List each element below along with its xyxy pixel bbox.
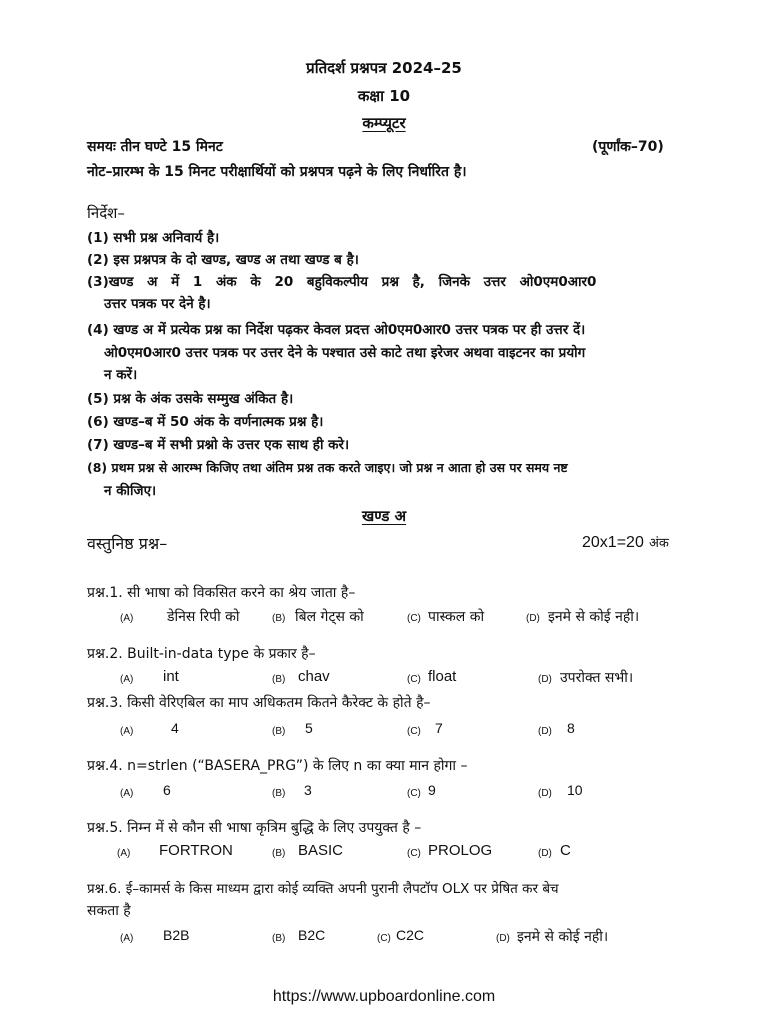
question-5: प्रश्न.5. निम्न में से कौन सी भाषा कृत्रिम बुद्धि के लिए उपयुक्त है – <box>87 820 422 836</box>
q3-option-a-label: (A) <box>120 726 134 737</box>
q2-option-c-label: (C) <box>407 674 421 685</box>
q6-option-b: B2C <box>298 927 326 943</box>
question-6-cont: सकता है <box>87 903 131 919</box>
q4-option-b-label: (B) <box>272 788 286 799</box>
question-4: प्रश्न.4. n=strlen (“BASERA_PRG”) के लिए n का क्या मान होगा – <box>87 758 468 774</box>
q3-option-b-label: (B) <box>272 726 286 737</box>
q6-option-c-label: (C) <box>377 933 391 944</box>
objective-heading: वस्तुनिष्ठ प्रश्न– <box>87 534 168 553</box>
q6-option-a-label: (A) <box>120 933 134 944</box>
q1-option-a-label: (A) <box>120 613 134 624</box>
q2-option-c: float <box>428 668 457 685</box>
q6-option-d: इनमे से कोई नही। <box>517 929 609 945</box>
q1-option-c: पास्कल को <box>428 609 485 625</box>
time-label: समयः तीन घण्टे 15 मिनट <box>87 139 223 155</box>
q2-option-a: int <box>163 668 179 685</box>
q4-option-a-label: (A) <box>120 788 134 799</box>
q2-option-a-label: (A) <box>120 674 134 685</box>
q1-option-d: इनमे से कोई नही। <box>548 609 640 625</box>
instruction-6: (6) खण्ड–ब में 50 अंक के वर्णनात्मक प्रश्न है। <box>87 414 324 430</box>
total-marks: (पूर्णांक–70) <box>592 139 664 155</box>
section-marks-value: 20x1=20 <box>582 534 644 551</box>
q5-option-d-label: (D) <box>538 848 552 859</box>
paper-title: प्रतिदर्श प्रश्नपत्र 2024–25 <box>306 59 462 77</box>
q2-option-d: उपरोक्त सभी। <box>560 670 634 686</box>
subject-label: कम्प्यूटर <box>362 114 406 132</box>
instruction-5: (5) प्रश्न के अंक उसके सम्मुख अंकित है। <box>87 391 294 407</box>
instruction-8-cont: न कीजिए। <box>104 483 157 499</box>
q6-option-a: B2B <box>163 927 190 943</box>
instructions-heading: निर्देश– <box>87 204 125 222</box>
question-6: प्रश्न.6. ई–कामर्स के किस माध्यम द्वारा कोई व्यक्ति अपनी पुरानी लैपटॉप OLX पर प्रेषित कर बेच <box>87 881 559 897</box>
q5-option-a: FORTRON <box>159 842 233 859</box>
q2-option-b-label: (B) <box>272 674 286 685</box>
q4-option-d: 10 <box>567 782 583 798</box>
q4-option-d-label: (D) <box>538 788 552 799</box>
question-1: प्रश्न.1. सी भाषा को विकसित करने का श्रेय जाता है– <box>87 585 356 601</box>
q1-option-b: बिल गेट्स को <box>295 609 364 625</box>
q5-option-d: C <box>560 842 571 859</box>
section-marks-unit: अंक <box>648 536 669 551</box>
q1-option-d-label: (D) <box>526 613 540 624</box>
q1-option-b-label: (B) <box>272 613 286 624</box>
q5-option-a-label: (A) <box>117 848 131 859</box>
q1-option-a: डेनिस रिपी को <box>167 609 240 625</box>
instruction-8: (8) प्रथम प्रश्न से आरम्भ किजिए तथा अंतिम प्रश्न तक करते जाइए। जो प्रश्न न आता हो उस पर समय नष्ट <box>87 460 568 475</box>
q2-option-b: chav <box>298 668 330 685</box>
q6-option-b-label: (B) <box>272 933 286 944</box>
q4-option-b: 3 <box>304 782 312 798</box>
instruction-4: (4) खण्ड अ में प्रत्येक प्रश्न का निर्देश पढ़कर केवल प्रदत्त ओ0एम0आर0 उत्तर पत्रक पर ही उत्तर दें। <box>87 322 586 338</box>
class-label: कक्षा 10 <box>357 87 411 105</box>
question-3: प्रश्न.3. किसी वेरिएबिल का माप अधिकतम कितने कैरेक्ट के होते है– <box>87 695 431 711</box>
instruction-4-cont: ओ0एम0आर0 उत्तर पत्रक पर उत्तर देने के पश्चात उसे काटे तथा इरेजर अथवा वाइटनर का प्रयोग <box>104 345 586 361</box>
q3-option-d-label: (D) <box>538 726 552 737</box>
note-text: नोट–प्रारम्भ के 15 मिनट परीक्षार्थियों को प्रश्नपत्र पढ़ने के लिए निर्धारित है। <box>87 164 467 180</box>
instruction-7: (7) खण्ड–ब में सभी प्रश्नो के उत्तर एक साथ ही करे। <box>87 437 350 453</box>
instruction-2: (2) इस प्रश्नपत्र के दो खण्ड, खण्ड अ तथा खण्ड ब है। <box>87 252 359 268</box>
q4-option-a: 6 <box>163 782 171 798</box>
q6-option-c: C2C <box>396 927 425 943</box>
q4-option-c: 9 <box>428 782 436 798</box>
q4-option-c-label: (C) <box>407 788 421 799</box>
q2-option-d-label: (D) <box>538 674 552 685</box>
q3-option-d: 8 <box>567 720 575 736</box>
q3-option-b: 5 <box>305 720 313 736</box>
instruction-3-cont: उत्तर पत्रक पर देने है। <box>104 296 211 312</box>
section-title: खण्ड अ <box>361 507 407 525</box>
instruction-1: (1) सभी प्रश्न अनिवार्य है। <box>87 230 220 246</box>
q5-option-c: PROLOG <box>428 842 493 859</box>
q3-option-a: 4 <box>171 720 179 736</box>
instruction-4-cont2: न करें। <box>104 367 138 383</box>
q3-option-c-label: (C) <box>407 726 421 737</box>
q3-option-c: 7 <box>435 720 443 736</box>
q1-option-c-label: (C) <box>407 613 421 624</box>
instruction-3: (3)खण्ड अ में 1 अंक के 20 बहुविकल्पीय प्रश्न है, जिनके उत्तर ओ0एम0आर0 <box>87 274 597 290</box>
q6-option-d-label: (D) <box>496 933 510 944</box>
question-2: प्रश्न.2. Built-in-data type के प्रकार है– <box>87 646 316 662</box>
q5-option-c-label: (C) <box>407 848 421 859</box>
section-marks <box>582 532 669 552</box>
q5-option-b: BASIC <box>298 842 344 859</box>
q5-option-b-label: (B) <box>272 848 286 859</box>
footer-url: https://www.upboardonline.com <box>272 988 496 1005</box>
